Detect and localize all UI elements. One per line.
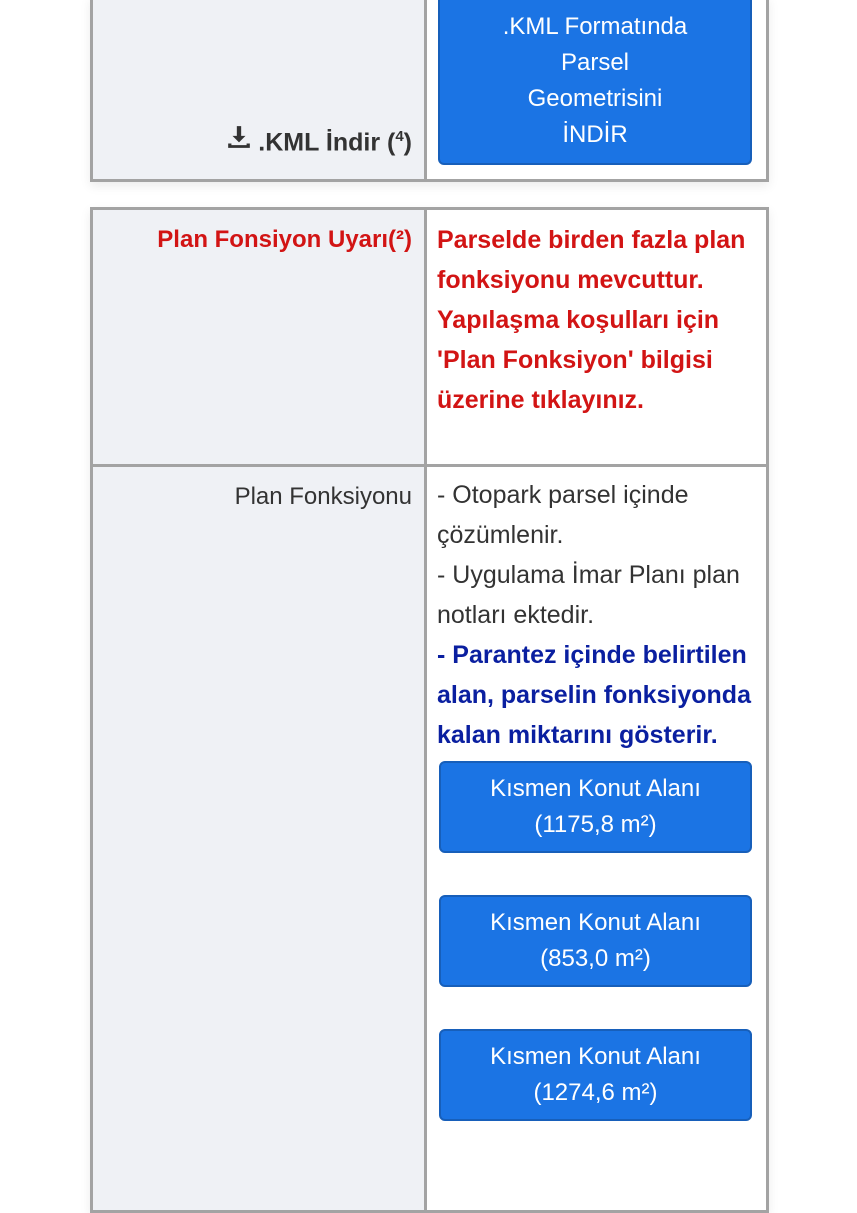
plan-function-cell	[427, 464, 766, 1210]
area-name: Kısmen Konut Alanı	[490, 909, 701, 936]
button-line: Geometrisini	[527, 85, 663, 112]
kml-download-button[interactable]	[438, 0, 752, 165]
note: - Otopark parsel içinde çözümlenir.	[437, 481, 689, 549]
kml-download-table	[90, 0, 769, 182]
note: - Uygulama İmar Planı plan notları ektedir.	[437, 561, 740, 629]
plan-area-button[interactable]	[439, 895, 752, 987]
kml-label: .KML İndir ($^4$)	[258, 127, 412, 156]
button-line: İNDİR	[562, 121, 628, 148]
plan-function-label: Plan Fonksiyonu	[93, 464, 427, 1210]
warning-text: Parselde birden fazla plan fonksiyonu mevcuttur. Yapılaşma koşulları için 'Plan Fonksiyon' bilgisi üzerine tıklayınız.	[427, 210, 766, 464]
warning-label: Plan Fonsiyon Uyarı(²)	[93, 210, 427, 464]
area-size: (1175,8 m²)	[534, 811, 657, 838]
kml-button-cell	[427, 0, 766, 179]
area-name: Kısmen Konut Alanı	[490, 775, 701, 802]
kml-label-cell	[93, 0, 427, 179]
highlight-note: - Parantez içinde belirtilen alan, parselin fonksiyonda kalan miktarını gösterir.	[437, 641, 751, 749]
plan-area-button[interactable]	[439, 1029, 752, 1121]
area-size: (1274,6 m²)	[533, 1079, 658, 1106]
plan-area-button[interactable]	[439, 761, 752, 853]
button-line: Parsel	[560, 49, 630, 76]
plan-function-table	[90, 207, 769, 1213]
download-icon	[226, 124, 252, 157]
area-size: (853,0 m²)	[540, 945, 651, 972]
button-line: .KML Formatında	[502, 13, 688, 40]
area-name: Kısmen Konut Alanı	[490, 1043, 701, 1070]
